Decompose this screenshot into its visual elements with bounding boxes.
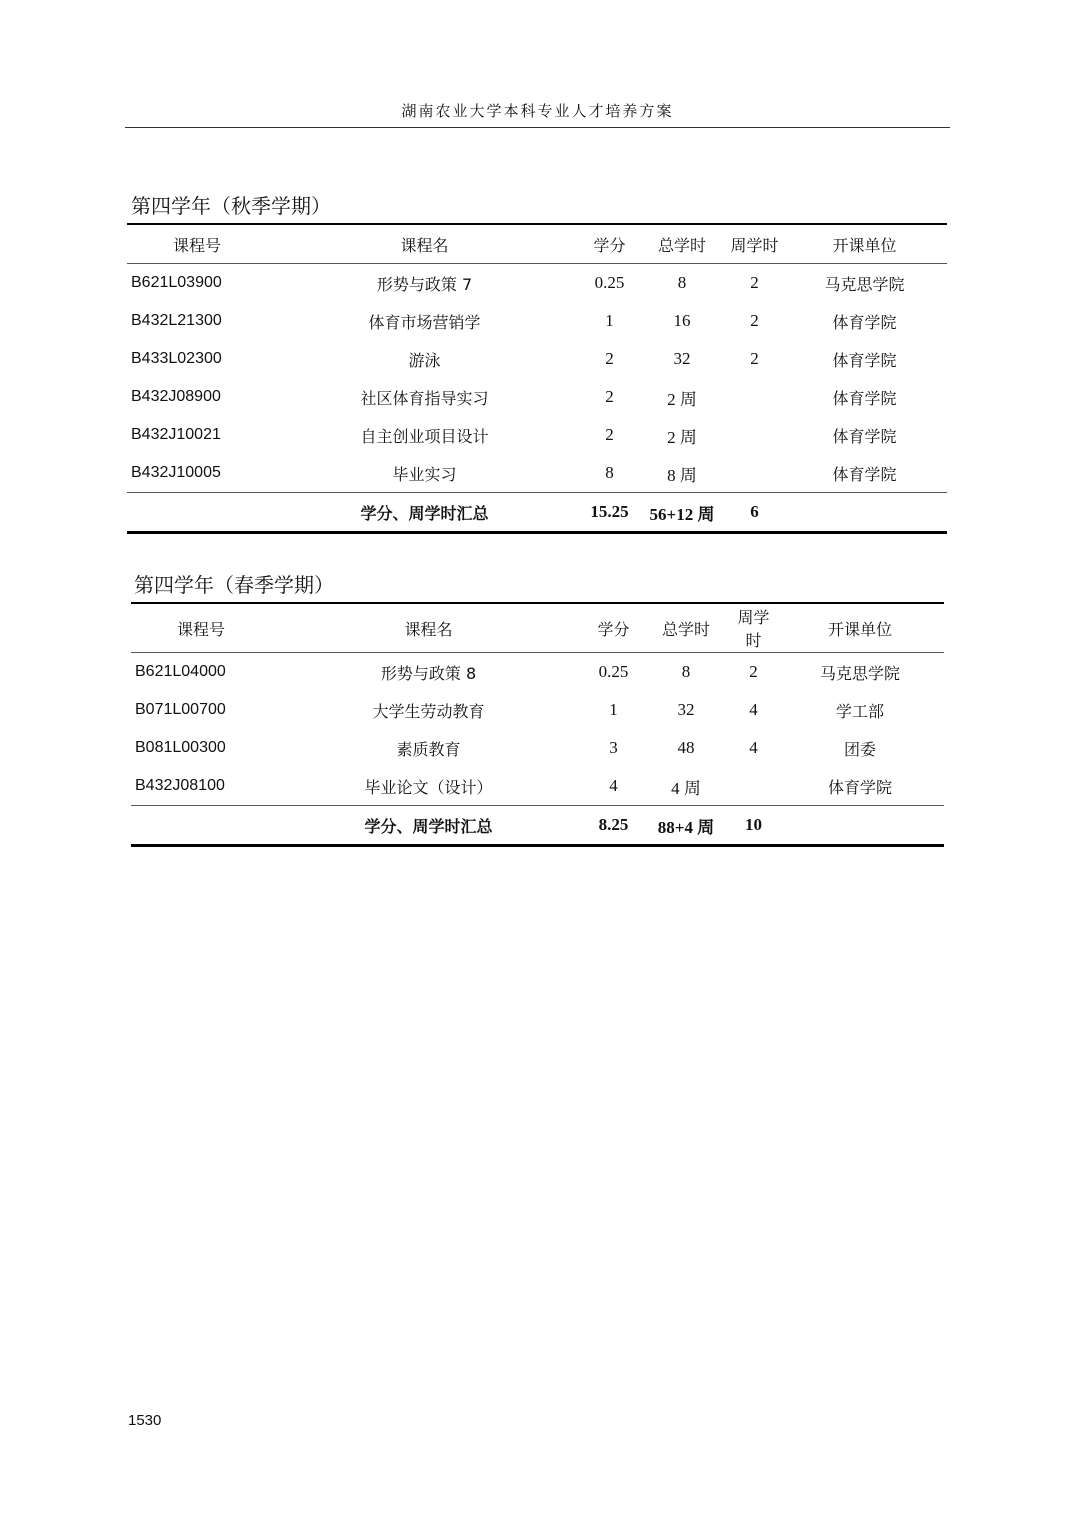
course-credit: 2 — [605, 425, 614, 444]
table-row — [127, 302, 947, 340]
page-number: 1530 — [128, 1412, 162, 1429]
course-hours: 8 — [677, 273, 687, 292]
col-header-weekly: 周学时 — [731, 603, 776, 653]
summary-empty — [782, 493, 947, 533]
course-dept: 团委 — [843, 739, 876, 759]
table-header-row — [127, 224, 947, 264]
course-name: 游泳 — [408, 350, 441, 370]
col-header-credit: 学分 — [586, 603, 641, 653]
table-row — [131, 767, 944, 806]
summary-hours: 88+4 周 — [641, 806, 731, 846]
course-credit: 1 — [605, 311, 614, 330]
course-weekly: 4 — [749, 738, 758, 757]
course-hours: 48 — [677, 738, 695, 757]
summary-row — [127, 493, 947, 533]
course-name: 自主创业项目设计 — [360, 426, 489, 446]
course-hours: 2 周 — [667, 427, 697, 447]
table-row — [131, 691, 944, 729]
course-name: 毕业实习 — [392, 464, 457, 484]
course-code: B621L03900 — [131, 274, 222, 291]
section-title-spring: 第四学年（春季学期） — [134, 573, 334, 597]
table-header-row — [131, 603, 944, 653]
course-table-autumn — [127, 223, 947, 534]
course-code: B432J08900 — [131, 388, 221, 405]
table-row — [127, 264, 947, 303]
course-credit: 2 — [605, 349, 614, 368]
course-dept: 体育学院 — [827, 777, 892, 797]
course-dept: 马克思学院 — [824, 274, 905, 294]
course-dept: 学工部 — [835, 701, 884, 721]
course-name: 体育市场营销学 — [368, 312, 481, 332]
col-header-weekly: 周学时 — [727, 224, 782, 264]
course-weekly — [727, 454, 782, 493]
course-code: B432J08100 — [135, 777, 225, 794]
page-header: 湖南农业大学本科专业人才培养方案 — [125, 100, 950, 128]
summary-credit: 8.25 — [586, 806, 641, 846]
summary-credit: 15.25 — [582, 493, 637, 533]
course-weekly — [727, 378, 782, 416]
col-header-name: 课程名 — [271, 603, 586, 653]
course-name: 形势与政策 7 — [376, 274, 473, 294]
section-title-autumn: 第四学年（秋季学期） — [131, 194, 331, 218]
course-credit: 2 — [605, 387, 614, 406]
course-dept: 马克思学院 — [819, 663, 900, 683]
course-weekly: 2 — [750, 311, 759, 330]
summary-weekly: 10 — [731, 806, 776, 846]
col-header-code: 课程号 — [127, 224, 267, 264]
summary-row — [131, 806, 944, 846]
col-header-credit: 学分 — [582, 224, 637, 264]
course-dept: 体育学院 — [832, 312, 897, 332]
course-credit: 0.25 — [598, 662, 629, 681]
course-weekly — [731, 767, 776, 806]
course-name: 形势与政策 8 — [380, 663, 477, 683]
col-header-code: 课程号 — [131, 603, 271, 653]
summary-label: 学分、周学时汇总 — [267, 493, 582, 533]
course-hours: 32 — [673, 349, 691, 368]
table-row — [127, 416, 947, 454]
course-code: B621L04000 — [135, 663, 226, 680]
course-code: B433L02300 — [131, 350, 222, 367]
course-weekly — [727, 416, 782, 454]
course-hours: 8 — [681, 662, 691, 681]
course-hours: 16 — [673, 311, 691, 330]
course-name: 大学生劳动教育 — [372, 701, 485, 721]
course-table-spring — [131, 602, 944, 847]
summary-empty — [131, 806, 271, 846]
course-name: 素质教育 — [396, 739, 461, 759]
table-row — [127, 340, 947, 378]
course-weekly: 2 — [749, 662, 758, 681]
course-dept: 体育学院 — [832, 464, 897, 484]
course-name: 社区体育指导实习 — [360, 388, 489, 408]
course-code: B071L00700 — [135, 701, 226, 718]
course-dept: 体育学院 — [832, 426, 897, 446]
course-code: B432J10005 — [131, 464, 221, 481]
col-header-name: 课程名 — [267, 224, 582, 264]
course-credit: 4 — [609, 776, 618, 795]
course-hours: 4 周 — [671, 778, 701, 798]
summary-hours: 56+12 周 — [637, 493, 727, 533]
course-credit: 3 — [609, 738, 618, 757]
col-header-hours: 总学时 — [641, 603, 731, 653]
summary-label: 学分、周学时汇总 — [271, 806, 586, 846]
course-weekly: 2 — [750, 273, 759, 292]
course-hours: 2 周 — [667, 389, 697, 409]
course-code: B432J10021 — [131, 426, 221, 443]
course-code: B081L00300 — [135, 739, 226, 756]
course-dept: 体育学院 — [832, 388, 897, 408]
table-row — [127, 378, 947, 416]
course-credit: 8 — [605, 463, 614, 482]
table-row — [131, 729, 944, 767]
summary-empty — [776, 806, 944, 846]
course-credit: 1 — [609, 700, 618, 719]
course-weekly: 4 — [749, 700, 758, 719]
summary-weekly: 6 — [727, 493, 782, 533]
course-hours: 8 周 — [667, 465, 697, 485]
table-row — [131, 653, 944, 692]
col-header-hours: 总学时 — [637, 224, 727, 264]
col-header-dept: 开课单位 — [782, 224, 947, 264]
course-dept: 体育学院 — [832, 350, 897, 370]
table-row — [127, 454, 947, 493]
col-header-dept: 开课单位 — [776, 603, 944, 653]
course-name: 毕业论文（设计） — [364, 777, 493, 797]
summary-empty — [127, 493, 267, 533]
course-code: B432L21300 — [131, 312, 222, 329]
course-weekly: 2 — [750, 349, 759, 368]
course-hours: 32 — [677, 700, 695, 719]
course-credit: 0.25 — [594, 273, 625, 292]
